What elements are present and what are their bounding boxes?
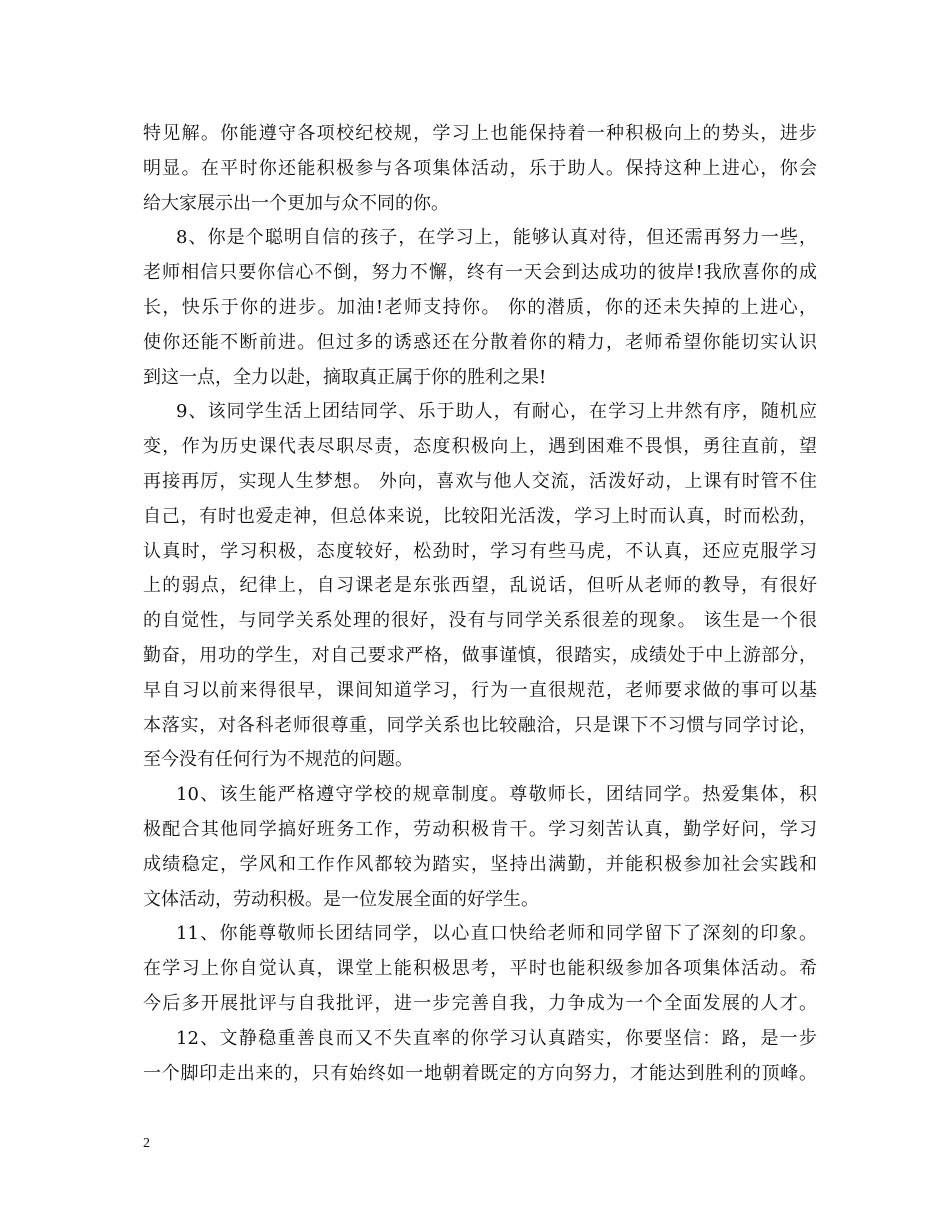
page-number: 2 — [143, 1136, 150, 1151]
text-line: 今后多开展批评与自我批评，进一步完善自我，力争成为一个全面发展的人才。 — [143, 992, 817, 1014]
document-body — [143, 117, 817, 1091]
text-line: 上的弱点，纪律上，自习课老是东张西望，乱说话，但听从老师的教导，有很好 — [143, 575, 817, 597]
text-line: 长，快乐于你的进步。加油!老师支持你。 你的潜质，你的还未失掉的上进心， — [143, 296, 817, 318]
text-line: 给大家展示出一个更加与众不同的你。 — [143, 192, 449, 214]
text-line: 再接再厉，实现人生梦想。 外向，喜欢与他人交流，活泼好动，上课有时管不住 — [143, 470, 817, 492]
text-line: 特见解。你能遵守各项校纪校规，学习上也能保持着一种积极向上的势头，进步 — [143, 123, 817, 144]
text-line: 本落实，对各科老师很尊重，同学关系也比较融洽，只是课下不习惯与同学讨论， — [143, 714, 817, 736]
paragraph-first-line: 12、文静稳重善良而又不失直率的你学习认真踏实，你要坚信：路，是一步 — [176, 1027, 817, 1049]
paragraph-first-line: 10、该生能严格遵守学校的规章制度。尊敬师长，团结同学。热爱集体，积 — [176, 784, 817, 806]
text-line: 成绩稳定，学风和工作作风都较为踏实，坚持出满勤，并能积极参加社会实践和 — [143, 853, 817, 875]
text-line: 在学习上你自觉认真，课堂上能积极思考，平时也能积级参加各项集体活动。希 — [143, 958, 817, 980]
text-line: 认真时，学习积极，态度较好，松劲时，学习有些马虎，不认真，还应克服学习 — [143, 540, 817, 562]
paragraph-first-line: 11、你能尊敬师长团结同学，以心直口快给老师和同学留下了深刻的印象。 — [176, 923, 817, 945]
text-line: 极配合其他同学搞好班务工作，劳动积极肯干。学习刻苦认真，勤学好问，学习 — [143, 818, 817, 840]
text-line: 老师相信只要你信心不倒，努力不懈，终有一天会到达成功的彼岸!我欣喜你的成 — [143, 262, 817, 284]
text-line: 自己，有时也爱走神，但总体来说，比较阳光活泼，学习上时而认真，时而松劲， — [143, 505, 817, 527]
text-line: 一个脚印走出来的，只有始终如一地朝着既定的方向努力，才能达到胜利的顶峰。 — [143, 1062, 817, 1084]
text-line: 早自习以前来得很早，课间知道学习，行为一直很规范，老师要求做的事可以基 — [143, 679, 817, 701]
text-line: 文体活动，劳动积极。是一位发展全面的好学生。 — [143, 888, 539, 910]
paragraph-first-line: 9、该同学生活上团结同学、乐于助人，有耐心，在学习上井然有序，随机应 — [176, 401, 817, 423]
text-line: 变，作为历史课代表尽职尽责，态度积极向上，遇到困难不畏惧，勇往直前，望 — [143, 436, 817, 458]
text-line: 明显。在平时你还能积极参与各项集体活动，乐于助人。保持这种上进心，你会 — [143, 157, 817, 179]
text-line: 的自觉性，与同学关系处理的很好，没有与同学关系很差的现象。 该生是一个很 — [143, 610, 817, 632]
text-line: 到这一点，全力以赴，摘取真正属于你的胜利之果! — [143, 366, 547, 388]
paragraph-first-line: 8、你是个聪明自信的孩子，在学习上，能够认真对待，但还需再努力一些， — [176, 227, 817, 249]
text-line: 勤奋，用功的学生，对自己要求严格，做事谨慎，很踏实，成绩处于中上游部分， — [143, 644, 817, 666]
text-line: 至今没有任何行为不规范的问题。 — [143, 749, 413, 771]
text-line: 使你还能不断前进。但过多的诱惑还在分散着你的精力，老师希望你能切实认识 — [143, 331, 817, 353]
